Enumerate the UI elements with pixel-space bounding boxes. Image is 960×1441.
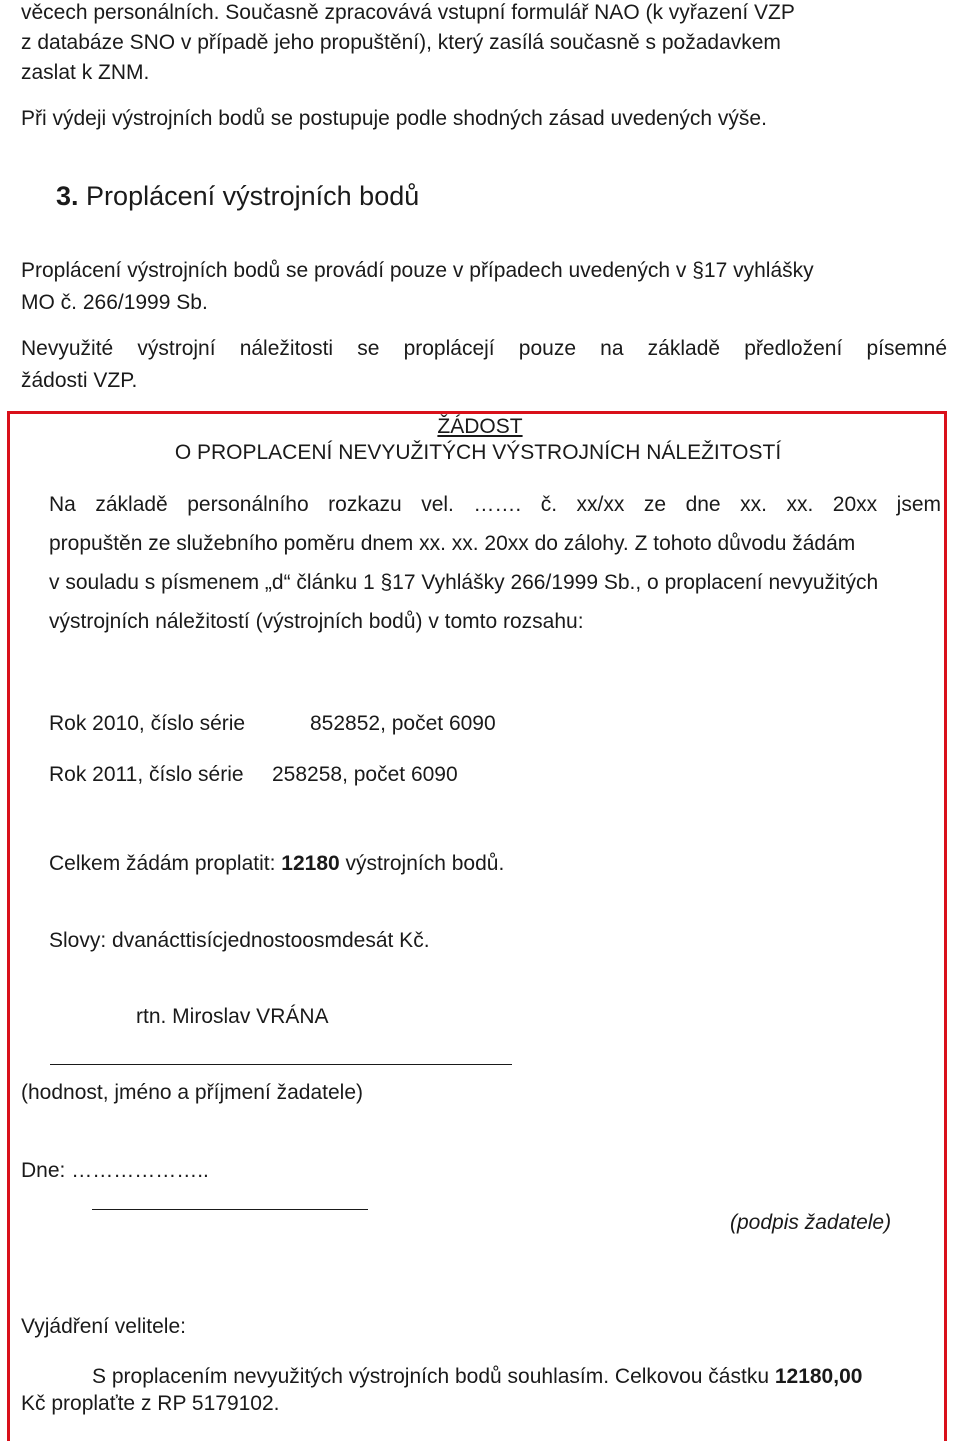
section-p1-line-1: Proplácení výstrojních bodů se provádí pouze v případech uvedených v §17 vyhlášky — [21, 259, 814, 282]
commander-label: Vyjádření velitele: — [21, 1315, 186, 1338]
total-suffix: výstrojních bodů. — [345, 852, 505, 875]
series-row-2010 — [49, 711, 245, 737]
form-body-line-3: v souladu s písmenem „d“ článku 1 §17 Vyhlášky 266/1999 Sb., o proplacení nevyužitých — [49, 571, 879, 594]
signature-caption: (podpis žadatele) — [730, 1211, 892, 1234]
series-row-label: Rok 2011, číslo série — [49, 763, 244, 786]
total-line — [49, 851, 504, 877]
applicant-caption: (hodnost, jméno a příjmení žadatele) — [21, 1081, 364, 1104]
applicant-name: rtn. Miroslav VRÁNA — [136, 1005, 329, 1028]
section-p2-line-2: žádosti VZP. — [21, 369, 138, 392]
commander-statement-line-1 — [92, 1364, 862, 1390]
signature-line — [92, 1209, 368, 1210]
series-row-label: Rok 2010, číslo série — [49, 712, 246, 735]
request-form-frame — [7, 411, 947, 1441]
section-title: Proplácení výstrojních bodů — [86, 181, 420, 211]
intro-line-1 — [21, 0, 947, 26]
commander-statement-line-2: Kč proplaťte z RP 5179102. — [21, 1392, 280, 1415]
form-body-line-1: Na základě personálního rozkazu vel. ……. č. xx/xx ze dne xx. xx. 20xx jsem — [49, 493, 941, 516]
series-row-2011 — [49, 762, 244, 788]
form-subtitle: O PROPLACENÍ NEVYUŽITÝCH VÝSTROJNÍCH NÁLEŽITOSTÍ — [174, 441, 782, 464]
commander-amount: 12180,00 — [774, 1365, 863, 1388]
total-value: 12180 — [281, 852, 340, 875]
commander-statement-text: S proplacením nevyužitých výstrojních bodů souhlasím. Celkovou částku — [92, 1365, 769, 1388]
section-p1-line-2: MO č. 266/1999 Sb. — [21, 291, 208, 314]
section-number: 3. — [56, 181, 79, 211]
series-row-2011-value: 258258, počet 6090 — [272, 763, 458, 786]
section-heading — [56, 180, 419, 212]
applicant-signature-line — [50, 1064, 512, 1065]
intro-line-3: zaslat k ZNM. — [21, 61, 150, 84]
form-body-line-4: výstrojních náležitostí (výstrojních bodů) v tomto rozsahu: — [49, 610, 584, 633]
intro-line-2: z databáze SNO v případě jeho propuštění), který zasílá současně s požadavkem — [21, 31, 781, 54]
series-row-2010-value: 852852, počet 6090 — [310, 712, 496, 735]
section-p2-line-1: Nevyužité výstrojní náležitosti se proplácejí pouze na základě předložení písemné — [21, 337, 947, 360]
form-title: ŽÁDOST — [437, 415, 523, 438]
intro-line-4: Při výdeji výstrojních bodů se postupuje podle shodných zásad uvedených výše. — [21, 107, 767, 130]
date-field: Dne: ……………….. — [21, 1159, 209, 1182]
amount-in-words: Slovy: dvanácttisícjednostoosmdesát Kč. — [49, 929, 430, 952]
form-body-line-2: propuštěn ze služebního poměru dnem xx. xx. 20xx do zálohy. Z tohoto důvodu žádám — [49, 532, 856, 555]
total-prefix: Celkem žádám proplatit: — [49, 852, 276, 875]
intro-line-1-text: věcech personálních. Současně zpracovává vstupní formulář NAO (k vyřazení VZP — [21, 1, 795, 24]
